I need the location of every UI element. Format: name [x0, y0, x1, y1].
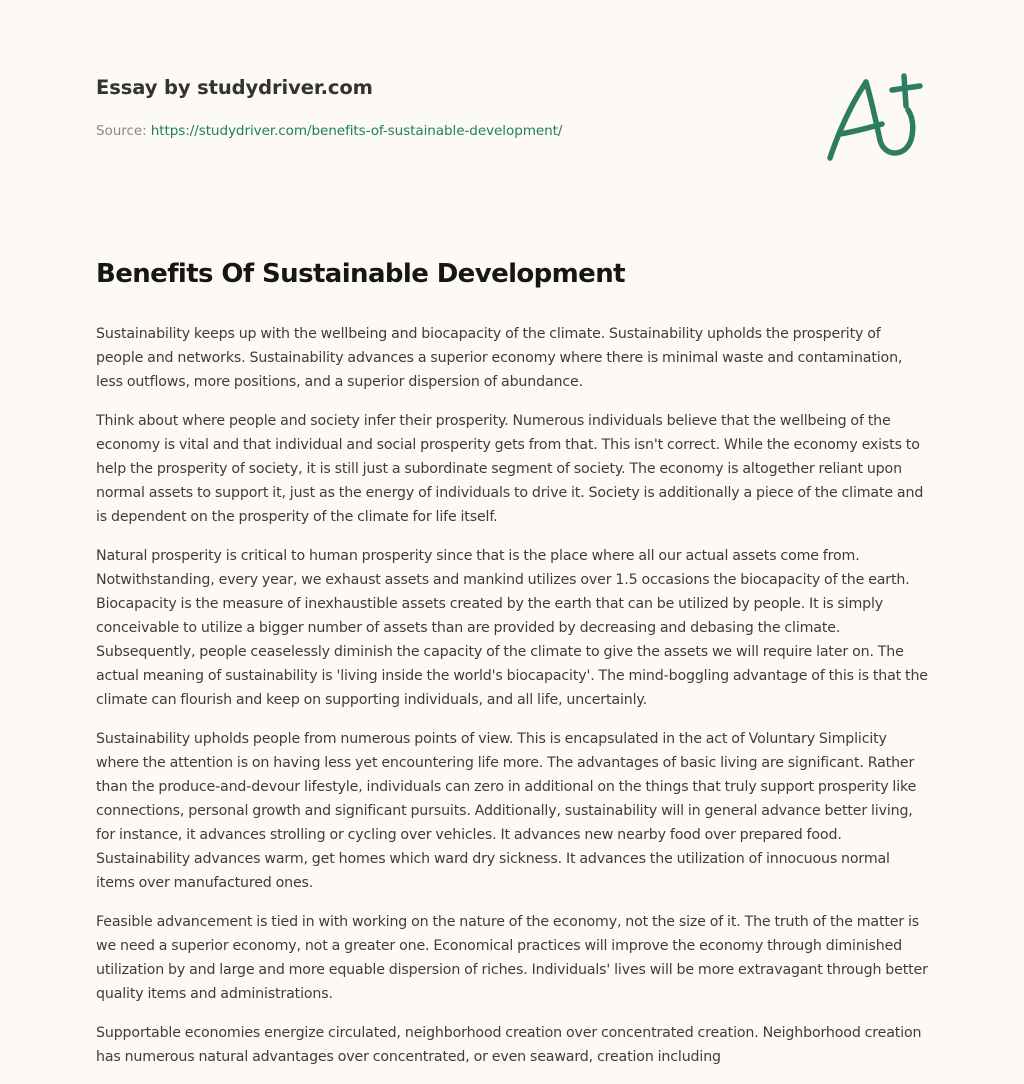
article-paragraph: Natural prosperity is critical to human prosperity since that is the place where all our actual assets come from. Notwithstanding, every year, we exhaust assets and mankind utilizes over 1.5 occasions the biocapacity of the earth. Biocapacity is the measure of inexhaustible assets created by the earth that can be utilized by people. It is simply conceivable to utilize a bigger number of assets than are provided by decreasing and debasing the climate. Subsequently, people ceaselessly diminish the capacity of the climate to give the assets we will require later on. The actual meaning of sustainability is 'living inside the world's biocapacity'. The mind-boggling advantage of this is that the climate can flourish and keep on supporting individuals, and all life, uncertainly. — [96, 548, 928, 708]
source-label: Source: — [96, 123, 151, 139]
source-line — [96, 123, 562, 139]
page-header — [96, 0, 936, 200]
a-plus-grade-icon — [822, 66, 930, 166]
article-paragraph: Feasible advancement is tied in with working on the nature of the economy, not the size of it. The truth of the matter is we need a superior economy, not a greater one. Economical practices will improve the economy through diminished utilization by and large and more equable dispersion of riches. Individuals' lives will be more extravagant through better quality items and administrations. — [96, 914, 928, 1002]
source-link[interactable]: https://studydriver.com/benefits-of-sustainable-development/ — [150, 123, 563, 139]
article-title: Benefits Of Sustainable Development — [96, 259, 625, 289]
article-paragraph: Sustainability keeps up with the wellbeing and biocapacity of the climate. Sustainability upholds the prosperity of people and networks. Sustainability advances a superior economy where there is minimal waste and contamination, less outflows, more positions, and a superior dispersion of abundance. — [96, 326, 903, 390]
article-paragraph: Think about where people and society infer their prosperity. Numerous individuals believe that the wellbeing of the economy is vital and that individual and social prosperity gets from that. This isn't correct. While the economy exists to help the prosperity of society, it is still just a subordinate segment of society. The economy is altogether reliant upon normal assets to support it, just as the energy of individuals to drive it. Society is additionally a piece of the climate and is dependent on the prosperity of the climate for life itself. — [96, 413, 924, 525]
article-paragraph: Supportable economies energize circulated, neighborhood creation over concentrated creation. Neighborhood creation has numerous natural advantages over concentrated, or even seaward, creation including — [96, 1025, 922, 1065]
essay-article — [96, 254, 930, 1084]
article-paragraph: Sustainability upholds people from numerous points of view. This is encapsulated in the act of Voluntary Simplicity where the attention is on having less yet encountering life more. The advantages of basic living are significant. Rather than the produce-and-devour lifestyle, individuals can zero in additional on the things that truly support prosperity like connections, personal growth and significant pursuits. Additionally, sustainability will in general advance better living, for instance, it advances strolling or cycling over vehicles. It advances new nearby food over prepared food. Sustainability advances warm, get homes which ward dry sickness. It advances the utilization of innocuous normal items over manufactured ones. — [96, 731, 917, 891]
site-title: Essay by studydriver.com — [96, 76, 373, 99]
